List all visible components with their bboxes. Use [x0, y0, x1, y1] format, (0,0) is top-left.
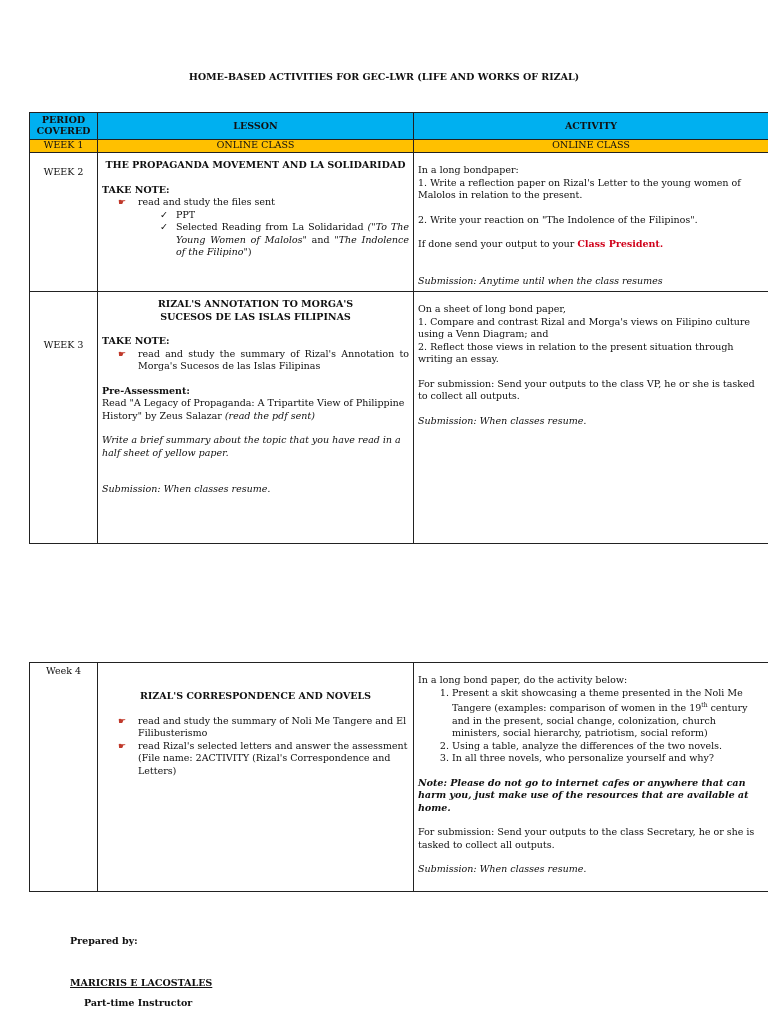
- week2-activity-line3: 2. Write your reaction on "The Indolence of the Filipinos".: [418, 214, 698, 226]
- activities-table-1: [29, 112, 768, 544]
- week4-activity-line4: For submission: Send your outputs to the class Secretary, he or she is tasked to collect all outputs.: [418, 827, 755, 851]
- week2-take-note: TAKE NOTE:: [102, 184, 170, 196]
- table-row-week2: [30, 153, 768, 292]
- header-period: PERIOD COVERED: [30, 113, 98, 140]
- week3-lesson-submission: Submission: When classes resume.: [102, 484, 271, 495]
- week2-check-ppt: ✓ PPT: [102, 210, 409, 223]
- week2-check-reading: ✓ Selected Reading from La Solidaridad ("To The Young Women of Malolos" and "The Indolence of the Filipino"): [102, 222, 409, 260]
- week4-activity-item-1: 1. Present a skit showcasing a theme presented in the Noli Me Tangere (examples: comparison of women in the 19th century and in the present, social change, colonization, church ministers, social hierarchy, patriotism, social reform): [452, 688, 764, 741]
- week4-activity-submission: Submission: When classes resume.: [418, 864, 587, 876]
- class-president-label: Class President.: [577, 239, 664, 250]
- preparer-role: Part-time Instructor: [84, 998, 193, 1009]
- table-row-week4: [30, 663, 768, 892]
- week3-lesson-cell: [98, 292, 414, 544]
- header-activity: ACTIVITY: [414, 113, 768, 140]
- week3-bullet: ☛ read and study the summary of Rizal's Annotation to Morga's Sucesos de las Islas Filipinas: [102, 349, 409, 374]
- table-row-week1: [30, 140, 768, 153]
- week2-activity-line4: If done send your output to your Class President.: [418, 239, 664, 250]
- week3-period: WEEK 3: [30, 292, 98, 544]
- week3-bullet-list: [102, 349, 409, 374]
- document-title: HOME-BASED ACTIVITIES FOR GEC-LWR (LIFE AND WORKS OF RIZAL): [188, 72, 580, 83]
- week3-activity-line2: 1. Compare and contrast Rizal and Morga's views on Filipino culture using a Venn Diagram; and: [418, 316, 750, 340]
- week4-note: Note: Please do not go to internet cafes or anywhere that can harm you, just make use of the resources that are available at home.: [418, 777, 749, 814]
- week2-bullet: ☛ read and study the files sent: [102, 197, 409, 210]
- week2-lesson-cell: [98, 153, 414, 292]
- week2-period: WEEK 2: [30, 153, 98, 292]
- week4-activity-list: [418, 688, 764, 766]
- week3-pre-assessment-text: Read "A Legacy of Propaganda: A Tripartite View of Philippine History" by Zeus Salazar (read the pdf sent): [102, 398, 405, 422]
- week4-bullet-1: ☛ read and study the summary of Noli Me Tangere and El Filibusterismo: [102, 716, 409, 741]
- table-header-row: [30, 113, 768, 140]
- week3-activity-cell: [414, 292, 768, 544]
- week4-lesson-title: RIZAL'S CORRESPONDENCE AND NOVELS: [139, 691, 372, 702]
- week3-activity-line3: 2. Reflect those views in relation to the present situation through writing an essay.: [418, 341, 734, 365]
- header-lesson: LESSON: [98, 113, 414, 140]
- week3-activity-submission: Submission: When classes resume.: [418, 415, 587, 427]
- week2-submission: Submission: Anytime until when the class resumes: [418, 275, 663, 287]
- week3-lesson-title: RIZAL'S ANNOTATION TO MORGA'S SUCESOS DE LAS ISLAS FILIPINAS: [157, 299, 354, 323]
- week3-activity-line4: For submission: Send your outputs to the class VP, he or she is tasked to collect all outputs.: [418, 378, 755, 402]
- week1-lesson: ONLINE CLASS: [98, 140, 414, 153]
- week4-activity-intro: In a long bond paper, do the activity below:: [418, 675, 628, 686]
- week3-write-instruction: Write a brief summary about the topic that you have read in a half sheet of yellow paper.: [102, 435, 401, 459]
- week2-activity-line2: 1. Write a reflection paper on Rizal's Letter to the young women of Malolos in relation to the present.: [418, 177, 741, 201]
- week1-period: WEEK 1: [30, 140, 98, 153]
- week2-bullet-list: [102, 197, 409, 260]
- week4-period: Week 4: [30, 663, 98, 892]
- activities-table-2: [29, 662, 768, 892]
- week1-activity: ONLINE CLASS: [414, 140, 768, 153]
- table-row-week3: [30, 292, 768, 544]
- week4-lesson-cell: [98, 663, 414, 892]
- week2-activity-line1: In a long bondpaper:: [418, 165, 519, 176]
- week2-activity-cell: [414, 153, 768, 292]
- week2-lesson-title: THE PROPAGANDA MOVEMENT AND LA SOLIDARIDAD: [105, 160, 406, 171]
- prepared-by-label: Prepared by:: [70, 936, 138, 947]
- week3-activity-line1: On a sheet of long bond paper,: [418, 304, 566, 315]
- week4-bullet-list: [102, 716, 409, 779]
- week4-activity-cell: [414, 663, 768, 892]
- week4-bullet-2: ☛ read Rizal's selected letters and answer the assessment (File name: 2ACTIVITY (Rizal's Correspondence and Letters): [102, 741, 409, 779]
- week4-activity-item-3: 3. In all three novels, who personalize yourself and why?: [452, 753, 764, 766]
- week3-pre-assessment-label: Pre-Assessment:: [102, 385, 190, 397]
- preparer-name: MARICRIS E LACOSTALES: [70, 978, 213, 989]
- week3-take-note: TAKE NOTE:: [102, 336, 170, 347]
- week4-activity-item-2: 2. Using a table, analyze the differences of the two novels.: [452, 741, 764, 754]
